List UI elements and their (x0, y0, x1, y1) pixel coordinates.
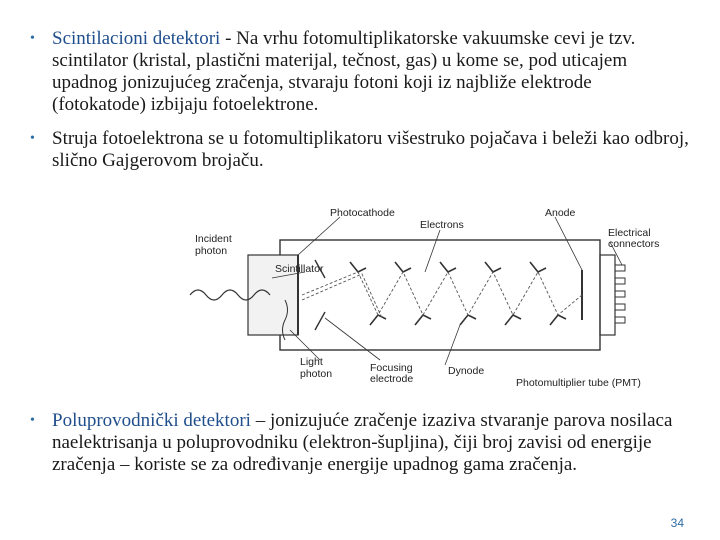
pmt-tube-outline (280, 240, 600, 350)
connector-pins (615, 265, 625, 323)
label-light: Light (300, 356, 323, 368)
label-incident: Incident (195, 233, 232, 245)
bullet-text (52, 410, 690, 476)
bullet-body: Na vrhu fotomultiplikatorske vakuumske cevi je tzv. scintilator (kristal, plastični materijal, tečnost, gas) u kome se, pod uticajem upadnog jonizujućeg zračenja, stvaraju fotoni koji iz najbliže elektrode (fotokatode) izbijaju fotoelektrone. (52, 28, 636, 115)
label-connectors: connectors (608, 238, 660, 250)
label-electrode: electrode (370, 373, 414, 385)
bullet-scintillation (30, 28, 690, 116)
dynodes-top (350, 262, 546, 272)
pmt-diagram (190, 200, 660, 395)
bullet-semiconductor (30, 410, 690, 476)
bullet-marker: • (30, 131, 35, 146)
tube-end-cap (600, 255, 615, 335)
bullet-photoelectron-current (30, 128, 690, 172)
term-semiconductor: Poluprovodnički detektori (52, 410, 251, 431)
label-electrons: Electrons (420, 219, 464, 231)
label-anode: Anode (545, 207, 576, 219)
term-separator: – (250, 410, 270, 431)
label-electrical: Electrical (608, 227, 651, 239)
bullet-body: jonizujuće zračenje izaziva stvaranje parova nosilaca naelektrisanja u poluprovodniku (elektron-šupljina), čiji broj zavisi od energije zračenja – koriste se za određivanje energije upadnog gama zračenja. (52, 410, 673, 475)
label-light-photon: photon (300, 368, 333, 380)
term-scintillation: Scintilacioni detektori (52, 28, 221, 49)
bullet-marker: • (30, 31, 35, 46)
leader-lines (272, 217, 622, 365)
term-separator: - (220, 28, 237, 49)
dynodes-bottom (370, 315, 566, 325)
bullet-marker: • (30, 413, 35, 428)
bullet-body: Struja fotoelektrona se u fotomultiplikatoru višestruko pojačava i beleži kao odbroj, slično Gajgerovom brojaču. (52, 128, 689, 171)
label-dynode: Dynode (448, 365, 485, 377)
label-photon: photon (195, 245, 228, 257)
label-pmt: Photomultiplier tube (PMT) (516, 377, 641, 389)
label-photocathode: Photocathode (330, 207, 395, 219)
label-focusing: Focusing (370, 362, 413, 374)
electron-paths (302, 272, 582, 318)
page-number: 34 (670, 516, 684, 530)
bullet-text (52, 28, 690, 116)
label-scintillator: Scintillator (275, 263, 324, 275)
